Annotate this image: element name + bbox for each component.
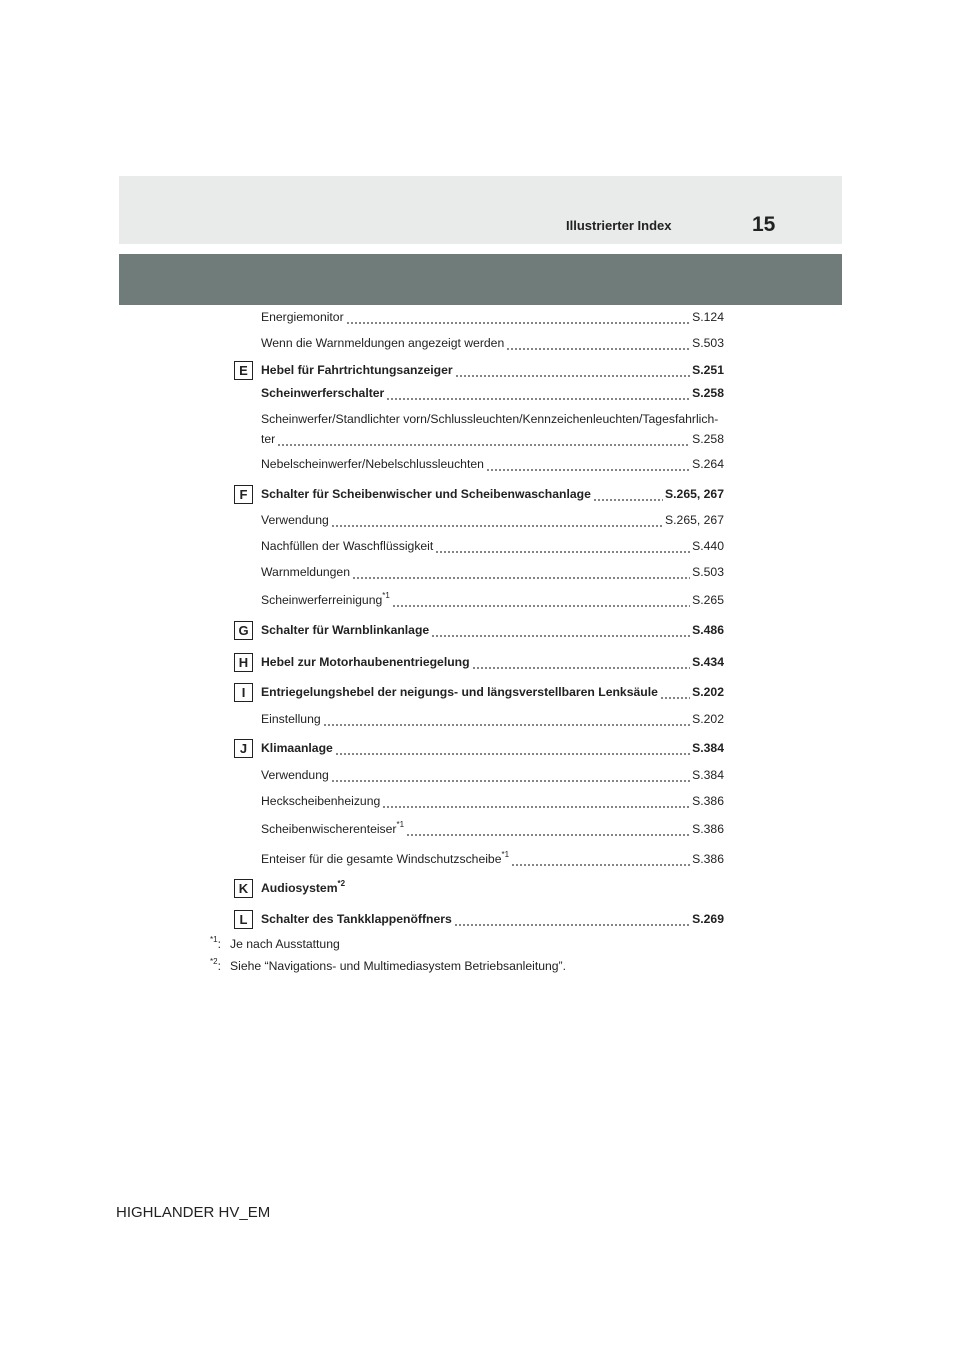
index-entry-page: S.258 bbox=[692, 386, 724, 400]
index-entry-label: Hebel zur Motorhaubenentriegelung bbox=[261, 655, 470, 669]
index-letter-j: J bbox=[234, 739, 253, 758]
leader-dots bbox=[331, 512, 663, 528]
index-entry[interactable] bbox=[261, 512, 724, 528]
index-entry[interactable] bbox=[261, 592, 724, 608]
index-entry-page: S.265, 267 bbox=[665, 513, 724, 527]
index-entry[interactable] bbox=[261, 362, 724, 378]
leader-dots bbox=[472, 654, 691, 670]
index-entry-page: S.386 bbox=[692, 852, 724, 866]
index-entry-label-wrap bbox=[261, 538, 433, 554]
index-entry-label: Enteiser für die gesamte Windschutzscheibe bbox=[261, 852, 502, 866]
leader-dots bbox=[660, 684, 690, 700]
index-entry-label-wrap bbox=[261, 592, 390, 608]
index-entry-label-wrap bbox=[261, 767, 329, 783]
index-entry-label-wrap bbox=[261, 512, 329, 528]
footnote-2 bbox=[210, 957, 566, 974]
leader-dots bbox=[486, 456, 690, 472]
index-entry-label: Einstellung bbox=[261, 712, 321, 726]
index-entry-label-wrap bbox=[261, 793, 380, 809]
index-entry-label: Verwendung bbox=[261, 768, 329, 782]
footnote-text: Siehe “Navigations- und Multimediasystem Betriebsanleitung”. bbox=[230, 959, 566, 973]
index-entry-label-wrap bbox=[261, 456, 484, 472]
model-label: HIGHLANDER HV_EM bbox=[116, 1204, 271, 1221]
leader-dots bbox=[331, 767, 690, 783]
index-letter-g: G bbox=[234, 621, 253, 640]
leader-dots bbox=[323, 711, 691, 727]
leader-dots bbox=[346, 309, 690, 325]
index-entry-label: Nachfüllen der Waschflüssigkeit bbox=[261, 539, 434, 553]
footnote-ref: *1 bbox=[382, 592, 390, 600]
leader-dots bbox=[392, 592, 690, 608]
index-entry[interactable] bbox=[261, 684, 724, 700]
index-entry-page: S.386 bbox=[692, 822, 724, 836]
index-letter-i: I bbox=[234, 683, 253, 702]
index-entry-label-wrap bbox=[261, 851, 509, 867]
index-entry-page: S.251 bbox=[692, 363, 724, 377]
index-entry-label-wrap bbox=[261, 362, 453, 378]
index-entry-page: S.269 bbox=[692, 912, 724, 926]
index-entry-label-wrap bbox=[261, 309, 344, 325]
index-entry-label-wrap bbox=[261, 385, 384, 401]
leader-dots bbox=[277, 431, 690, 447]
index-entry[interactable] bbox=[261, 911, 724, 927]
footnote-text: Je nach Ausstattung bbox=[230, 937, 340, 951]
index-entry-page: S.440 bbox=[692, 539, 724, 553]
index-entry-page: S.384 bbox=[692, 768, 724, 782]
index-entry-label: Warnmeldungen bbox=[261, 565, 350, 579]
page-number: 15 bbox=[752, 213, 776, 236]
index-entry-page: S.264 bbox=[692, 457, 724, 471]
index-entry-label: Scheinwerfer/Standlichter vorn/Schlussleuchten/Kennzeichenleuchten/Tagesfahrlich- bbox=[261, 412, 719, 426]
index-entry-label-wrap bbox=[261, 486, 591, 502]
footnote-colon: : bbox=[217, 937, 221, 951]
index-entry-label: Schalter für Warnblinkanlage bbox=[261, 623, 430, 637]
index-entry-label: Schalter für Scheibenwischer und Scheibenwaschanlage bbox=[261, 487, 591, 501]
index-entry[interactable] bbox=[261, 486, 724, 502]
index-letter-l: L bbox=[234, 910, 253, 929]
leader-dots bbox=[506, 335, 690, 351]
footnote-1 bbox=[210, 935, 340, 952]
leader-dots bbox=[454, 911, 690, 927]
leader-dots bbox=[435, 538, 690, 554]
index-entry-continuation: ter bbox=[261, 432, 276, 446]
index-entry-label-wrap bbox=[261, 335, 504, 351]
index-entry-label: Entriegelungshebel der neigungs- und längsverstellbaren Lenksäule bbox=[261, 685, 658, 699]
index-entry[interactable] bbox=[261, 309, 724, 325]
index-entry-page: S.434 bbox=[692, 655, 724, 669]
index-entry-page: S.384 bbox=[692, 741, 724, 755]
index-entry[interactable] bbox=[261, 821, 724, 837]
index-entry-page: S.503 bbox=[692, 565, 724, 579]
index-entry[interactable] bbox=[261, 851, 724, 867]
index-entry-label: Heckscheibenheizung bbox=[261, 794, 381, 808]
leader-dots bbox=[431, 622, 690, 638]
leader-dots bbox=[352, 564, 690, 580]
index-entry[interactable] bbox=[261, 538, 724, 554]
section-title: Illustrierter Index bbox=[566, 218, 672, 233]
index-entry-label: Klimaanlage bbox=[261, 741, 333, 755]
leader-dots bbox=[511, 851, 690, 867]
leader-dots bbox=[593, 486, 663, 502]
footnote-ref: *1 bbox=[396, 821, 405, 829]
index-entry-label: Hebel für Fahrtrichtungsanzeiger bbox=[261, 363, 453, 377]
index-entry[interactable] bbox=[261, 740, 724, 756]
index-entry-page: S.503 bbox=[692, 336, 724, 350]
index-entry-page: S.486 bbox=[692, 623, 724, 637]
index-entry-label-wrap bbox=[261, 654, 470, 670]
index-entry[interactable] bbox=[261, 654, 724, 670]
index-entry-label-wrap bbox=[261, 684, 658, 700]
index-entry[interactable] bbox=[261, 564, 724, 580]
footnote-ref: *2 bbox=[337, 880, 346, 888]
index-entry[interactable] bbox=[261, 711, 724, 727]
index-entry-page: S.124 bbox=[692, 310, 724, 324]
index-entry-label: Nebelscheinwerfer/Nebelschlussleuchten bbox=[261, 457, 484, 471]
index-letter-e: E bbox=[234, 361, 253, 380]
leader-dots bbox=[406, 821, 690, 837]
index-entry-label: Energiemonitor bbox=[261, 310, 344, 324]
index-entry-label-wrap bbox=[261, 564, 350, 580]
index-entry-page: S.258 bbox=[692, 432, 724, 446]
index-entry-page: S.265, 267 bbox=[665, 487, 724, 501]
index-letter-f: F bbox=[234, 485, 253, 504]
index-entry-page: S.202 bbox=[692, 712, 724, 726]
index-entry[interactable] bbox=[261, 622, 724, 638]
index-entry[interactable] bbox=[261, 385, 724, 401]
index-entry[interactable] bbox=[261, 793, 724, 809]
index-entry-label-wrap bbox=[261, 740, 333, 756]
index-entry-label: Scheinwerferreinigung bbox=[261, 593, 383, 607]
index-entry[interactable] bbox=[261, 335, 724, 351]
leader-dots bbox=[455, 362, 690, 378]
footnote-mark: *1 bbox=[210, 935, 218, 944]
index-letter-h: H bbox=[234, 653, 253, 672]
leader-dots bbox=[386, 385, 690, 401]
index-entry-label-wrap bbox=[261, 911, 452, 927]
index-entry-page: S.265 bbox=[692, 593, 724, 607]
footnote-colon: : bbox=[217, 959, 221, 973]
index-letter-k: K bbox=[234, 879, 253, 898]
index-entry-label-wrap bbox=[261, 880, 345, 896]
footnote-mark: *2 bbox=[210, 957, 218, 966]
index-entry-label-wrap bbox=[261, 711, 321, 727]
index-entry[interactable] bbox=[261, 880, 724, 896]
index-entry-label: Wenn die Warnmeldungen angezeigt werden bbox=[261, 336, 505, 350]
index-entry-label: Scheibenwischerenteiser bbox=[261, 822, 397, 836]
leader-dots bbox=[335, 740, 690, 756]
index-entry-label-wrap bbox=[261, 622, 429, 638]
index-entry-page: S.386 bbox=[692, 794, 724, 808]
leader-dots bbox=[382, 793, 690, 809]
footnote-ref: *1 bbox=[501, 851, 510, 859]
index-entry[interactable] bbox=[261, 431, 724, 447]
index-entry-label: Audiosystem bbox=[261, 881, 338, 895]
index-entry[interactable] bbox=[261, 456, 724, 472]
index-entry-label: Scheinwerferschalter bbox=[261, 386, 385, 400]
index-entry-label: Schalter des Tankklappenöffners bbox=[261, 912, 452, 926]
index-entry[interactable] bbox=[261, 767, 724, 783]
index-entry-page: S.202 bbox=[692, 685, 724, 699]
index-entry-label: Verwendung bbox=[261, 513, 329, 527]
index-entry-label-wrap bbox=[261, 821, 404, 837]
